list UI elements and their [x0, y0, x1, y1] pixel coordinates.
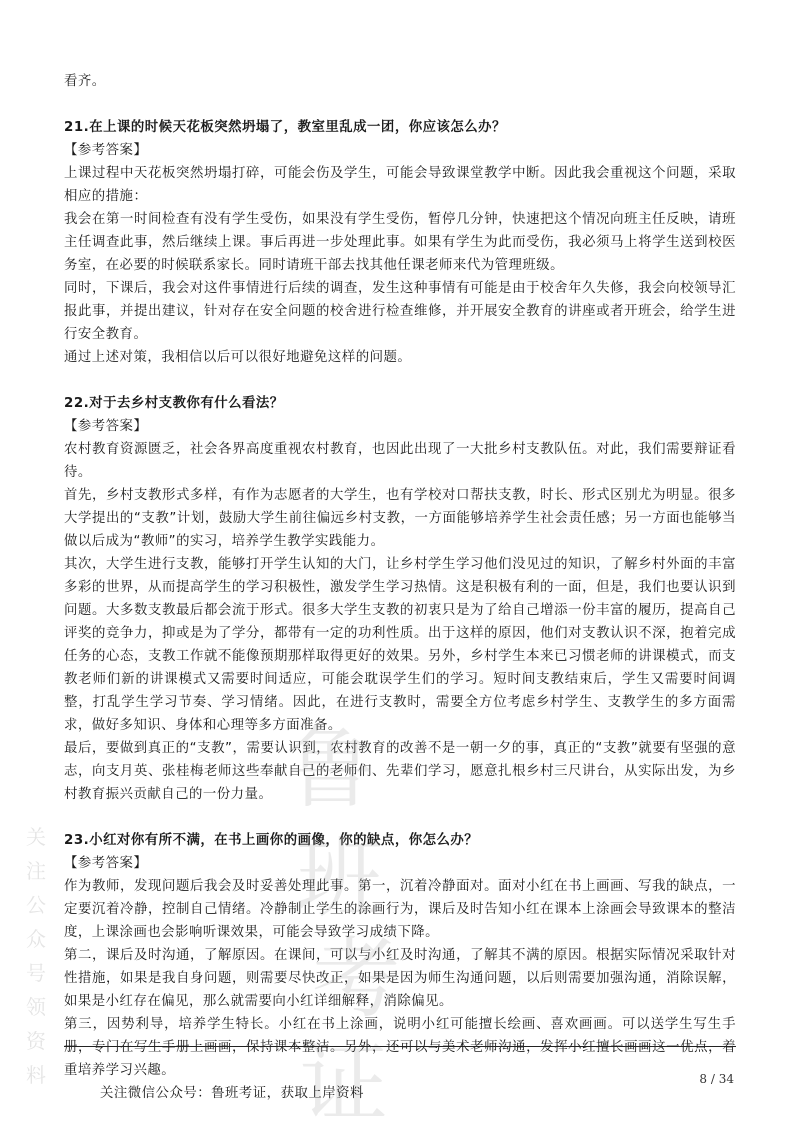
- body-paragraph: 其次，大学生进行支教，能够打开学生认知的大门，让乡村学生学习他们没见过的知识，了解乡村外面的丰富多彩的世界，从而提高学生的学习积极性，激发学生学习热情。这是积极有利的一面，但是，我们也要认识到问题。大多数支教最后都会流于形式。很多大学生支教的初衷只是为了给自己增添一份丰富的履历，提高自己评奖的竞争力，抑或是为了学分，都带有一定的功利性质。出于这样的原因，他们对支教认识不深，抱着完成任务的心态，支教工作就不能像预期那样取得更好的效果。另外，乡村学生本来已习惯老师的讲课模式，而支教老师们新的讲课模式又需要时间适应，可能会耽误学生们的学习。短时间支教结束后，学生又需要时间调整，打乱学生学习节奏、学习情绪。因此，在进行支教时，需要全方位考虑乡村学生、支教学生的多方面需求，做好多知识、身体和心理等多方面准备。: [64, 557, 736, 733]
- body-paragraph: 作为教师，发现问题后我会及时妥善处理此事。第一，沉着冷静面对。面对小红在书上画画、写我的缺点，一定要沉着冷静，控制自己情绪。冷静制止学生的涂画行为，课后及时告知小红在课本上涂画会导致课本的整洁度，上课涂画也会影响听课效果，可能会导致学习成绩下降。: [64, 879, 736, 940]
- paragraph-spacer: [64, 93, 736, 116]
- body-paragraph: 我会在第一时间检查有没有学生受伤，如果没有学生受伤，暂停几分钟，快速把这个情况向班主任反映，请班主任调查此事，然后继续上课。事后再进一步处理此事。如果有学生为此而受伤，我必须马上将学生送到校医务室，在必要的时候联系家长。同时请班干部去找其他任课老师来代为管理班级。: [64, 212, 736, 273]
- answer-label: 【参考答案】: [64, 419, 148, 434]
- question-heading: 22.对于去乡村支教你有什么看法？: [64, 396, 284, 411]
- body-paragraph: 第三，因势利导，培养学生特长。小红在书上涂画，说明小红可能擅长绘画、喜欢画画。可以送学生写生手册，专门在写生手册上画画，保持课本整洁。另外，还可以与美术老师沟通，发挥小红擅长画画这一优点，着重培养学习兴趣。: [64, 1017, 736, 1078]
- question-heading: 21.在上课的时候天花板突然坍塌了，教室里乱成一团，你应该怎么办？: [64, 120, 506, 135]
- watermark-char: 班: [296, 827, 385, 930]
- question-heading: 23.小红对你有所不满，在书上画你的画像，你的缺点，你怎么办？: [64, 833, 479, 848]
- page-body: [64, 70, 736, 1082]
- watermark-char: 考: [312, 927, 401, 1030]
- body-paragraph: 最后，要做到真正的“支教”，需要认识到，农村教育的改善不是一朝一夕的事，真正的“支教”就要有坚强的意志，向支月英、张桂梅老师这些奉献自己的老师们、先辈们学习，愿意扎根乡村三尺讲台，从实际出发，为乡村教育振兴贡献自己的一份力量。: [64, 741, 736, 802]
- body-paragraph: 看齐。: [64, 74, 106, 89]
- answer-label: 【参考答案】: [64, 856, 148, 871]
- body-paragraph: 同时，下课后，我会对这件事情进行后续的调查，发生这种事情有可能是由于校舍年久失修，我会向校领导汇报此事，并提出建议，针对存在安全问题的校舍进行检查维修，并开展安全教育的讲座或者开班会，给学生进行安全教育。: [64, 281, 736, 342]
- footer-text: 关注微信公众号：鲁班考证，获取上岸资料: [100, 1086, 364, 1101]
- body-paragraph: 第二，课后及时沟通，了解原因。在课间，可以与小红及时沟通，了解其不满的原因。根据实际情况采取针对性措施，如果是我自身问题，则需要尽快改正，如果是因为师生沟通问题，以后则需要加强沟通，消除误解，如果是小红存在偏见，那么就需要向小红详细解释，消除偏见。: [64, 948, 736, 1009]
- paragraph-spacer: [64, 806, 736, 829]
- body-paragraph: 上课过程中天花板突然坍塌打碎，可能会伤及学生，可能会导致课堂教学中断。因此我会重视这个问题，采取相应的措施：: [64, 166, 736, 204]
- page-number: 8 / 34: [699, 1072, 734, 1086]
- body-paragraph: 首先，乡村支教形式多样，有作为志愿者的大学生，也有学校对口帮扶支教，时长、形式区别尤为明显。很多大学提出的“支教”计划，鼓励大学生前往偏远乡村支教，一方面能够培养学生社会责任感；另一方面也能够当做以后成为“教师”的实习，培养学生教学实践能力。: [64, 488, 736, 549]
- watermark-char: 证: [300, 1032, 389, 1135]
- body-paragraph: 农村教育资源匮乏，社会各界高度重视农村教育，也因此出现了一大批乡村支教队伍。对此，我们需要辩证看待。: [64, 442, 736, 480]
- answer-label: 【参考答案】: [64, 143, 148, 158]
- footer-divider: [64, 1046, 736, 1047]
- body-paragraph: 通过上述对策，我相信以后可以很好地避免这样的问题。: [64, 350, 412, 365]
- paragraph-spacer: [64, 369, 736, 392]
- watermark-char: 鲁: [286, 717, 375, 820]
- watermark-vertical-text: 关注公众号领资料: [26, 825, 46, 1087]
